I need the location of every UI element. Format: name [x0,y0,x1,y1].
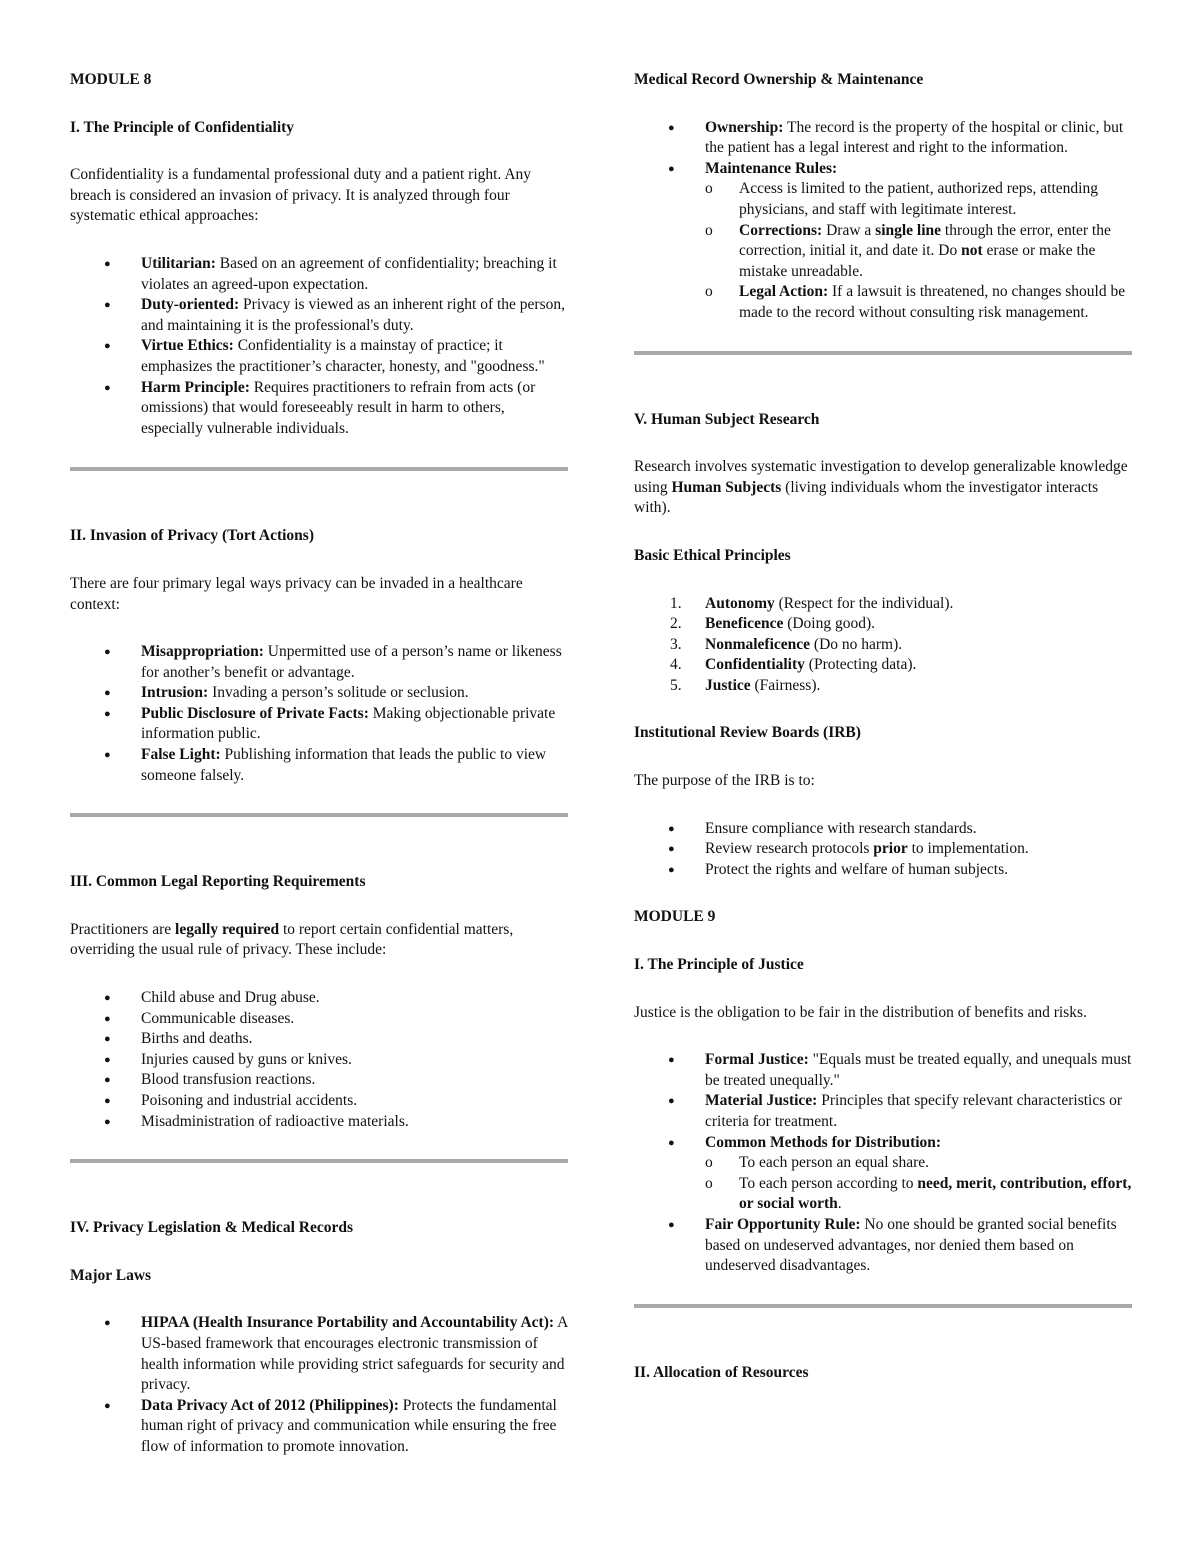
numbered-list [634,594,1132,697]
paragraph: There are four primary legal ways privacy can be invaded in a healthcare context: [70,574,523,613]
item-text: If a lawsuit is threatened, no changes should be made to the record without consulting risk management. [739,283,1126,321]
item-text: A US-based framework that encourages electronic transmission of health information while providing strict safeguards for security and privacy. [141,1314,568,1394]
bold-run: prior [873,840,908,858]
sub-list-item [705,1174,1132,1215]
term: Autonomy [705,594,775,612]
text-run: To each person according to [739,1174,918,1192]
term: Confidentiality [705,656,805,674]
term: Misappropriation: [141,643,264,661]
list-item [634,1050,1132,1091]
term: Virtue Ethics: [141,337,234,355]
section-heading: V. Human Subject Research [634,410,820,428]
item-text: Publishing information that leads the public to view someone falsely. [141,746,547,784]
section-heading: I. The Principle of Justice [634,956,804,974]
list-item: ● Poisoning and industrial accidents. [70,1091,568,1112]
term: Data Privacy Act of 2012 (Philippines): [141,1396,399,1414]
list-number: 3. [670,635,682,653]
sub-list-item [705,221,1132,283]
list-number: 5. [670,676,682,694]
subsection-heading: Basic Ethical Principles [634,546,791,564]
list-item: ● Injuries caused by guns or knives. [70,1050,568,1071]
section-heading: Medical Record Ownership & Maintenance [634,71,924,88]
item-text: Based on an agreement of confidentiality; breaching it violates an agreed-upon expectation. [141,254,557,293]
term: Corrections: [739,221,823,239]
text-run: through the error, enter the correction, initial it, and date it. Do [739,221,1111,260]
section-heading: II. Allocation of Resources [634,1363,809,1381]
list-item [70,254,568,295]
list-item [634,118,1132,159]
list-number: 4. [670,656,682,674]
bullet-list [70,988,568,1132]
bullet-list [634,1215,1132,1277]
bold-run: single line [875,221,942,239]
paragraph: The purpose of the IRB is to: [634,772,815,790]
list-item [70,642,568,683]
list-item [634,159,1132,180]
item-text: Privacy is viewed as an inherent right of the person, and maintaining it is the professional's duty. [141,296,565,334]
bold-run: Human Subjects [671,478,782,496]
text-run: Research involves systematic investigation to develop generalizable knowledge using [634,458,1128,496]
list-item [70,1313,568,1395]
list-item [634,1215,1132,1277]
list-item [70,295,568,336]
sub-list-item: o Access is limited to the patient, authorized reps, attending physicians, and staff with legitimate interest. [705,179,1132,220]
term: Material Justice: [705,1092,818,1110]
term: Utilitarian: [141,254,216,272]
item-text: Unpermitted use of a person’s name or likeness for another’s benefit or advantage. [141,643,562,681]
term: Beneficence [705,615,784,633]
list-item [70,745,568,786]
paragraph: Justice is the obligation to be fair in the distribution of benefits and risks. [634,1003,1087,1021]
term: Fair Opportunity Rule: [705,1215,861,1233]
section-heading: III. Common Legal Reporting Requirements [70,873,366,891]
left-column [70,70,568,1458]
term: Common Methods for Distribution: [705,1133,942,1151]
text-run: to implementation. [907,840,1029,858]
list-item [70,378,568,440]
list-item: ● Communicable diseases. [70,1009,568,1030]
item-text: (Protecting data). [804,656,917,674]
term: Public Disclosure of Private Facts: [141,704,369,722]
list-item: ● Child abuse and Drug abuse. [70,988,568,1009]
item-text: The record is the property of the hospital or clinic, but the patient has a legal interest and right to the information. [705,118,1124,157]
item-text: (Respect for the individual). [774,594,954,612]
term: Duty-oriented: [141,296,240,314]
section-heading: IV. Privacy Legislation & Medical Records [70,1219,353,1237]
sub-list-item: o To each person an equal share. [705,1153,1132,1174]
item-text: Confidentiality is a mainstay of practice; it emphasizes the practitioner’s character, honesty, and "goodness." [141,337,545,375]
list-item [634,614,1132,635]
list-item: ● Protect the rights and welfare of human subjects. [634,860,1132,881]
module-heading: MODULE 9 [634,908,716,926]
term: HIPAA (Health Insurance Portability and Accountability Act): [141,1314,555,1332]
item-text: (Fairness). [750,676,821,694]
list-item [70,1396,568,1458]
paragraph: Confidentiality is a fundamental professional duty and a patient right. Any breach is considered an invasion of privacy. It is analyzed through four systematic ethical approaches: [70,166,532,225]
bullet-list [634,1050,1132,1153]
section-heading: I. The Principle of Confidentiality [70,118,295,136]
text-run: . [837,1195,842,1213]
sub-list [705,1153,1132,1215]
list-item: ● Births and deaths. [70,1029,568,1050]
bullet-list [70,642,568,786]
list-item [634,1133,1132,1154]
list-item [70,683,568,704]
term: Justice [705,676,751,694]
text-run: Review research protocols [705,840,874,858]
list-item [634,1091,1132,1132]
item-text: (Doing good). [783,615,876,633]
list-item [634,655,1132,676]
list-item: ● Blood transfusion reactions. [70,1070,568,1091]
bullet-list [634,118,1132,180]
item-text: Principles that specify relevant characteristics or criteria for treatment. [705,1092,1123,1130]
item-text: Invading a person’s solitude or seclusion. [208,684,469,702]
list-item [634,839,1132,860]
paragraph [634,457,1132,519]
list-item [70,336,568,377]
term: Intrusion: [141,684,209,702]
bullet-list [634,819,1132,881]
bullet-list [70,254,568,439]
list-item [634,676,1132,697]
term: Nonmaleficence [705,635,811,653]
paragraph [70,920,568,961]
subsection-heading: Major Laws [70,1266,152,1284]
term: Harm Principle: [141,378,250,396]
text-run: (living individuals whom the investigator interacts with). [634,478,1099,517]
text-run: Draw a [822,221,876,239]
list-item: ● Misadministration of radioactive materials. [70,1112,568,1133]
bold-run: legally required [175,920,280,938]
item-text: (Do no harm). [810,635,903,653]
list-item [70,704,568,745]
bold-run: not [961,242,983,260]
term: Formal Justice: [705,1051,809,1069]
term: Maintenance Rules: [705,159,838,177]
term: Legal Action: [739,283,829,301]
sub-list-item [705,282,1132,323]
term: False Light: [141,746,221,764]
bullet-list [70,1313,568,1457]
item-text: "Equals must be treated equally, and unequals must be treated unequally." [705,1051,1132,1089]
item-text: Requires practitioners to refrain from acts (or omissions) that would foreseeably result in harm to others, especially vulnerable individuals. [141,378,536,437]
sub-list [705,179,1132,323]
section-heading: II. Invasion of Privacy (Tort Actions) [70,527,314,545]
list-number: 2. [670,615,682,633]
list-number: 1. [670,594,682,612]
module-heading: MODULE 8 [70,71,152,88]
term: Ownership: [705,118,784,136]
text-run: erase or make the mistake unreadable. [739,242,1096,280]
subsection-heading: Institutional Review Boards (IRB) [634,724,861,742]
list-item [634,594,1132,615]
bold-run: need, merit, contribution, effort, or social worth [739,1174,1132,1213]
list-item [634,635,1132,656]
item-text: Protects the fundamental human right of privacy and communication while ensuring the free flow of information to promote innovation. [141,1396,557,1455]
text-run: to report certain confidential matters, overriding the usual rule of privacy. These include: [70,920,514,959]
text-run: Practitioners are [70,920,176,938]
item-text: No one should be granted social benefits based on undeserved advantages, nor denied them based on undeserved disadvantages. [705,1215,1117,1275]
list-item: ● Ensure compliance with research standards. [634,819,1132,840]
right-column [634,70,1132,1383]
item-text: Making objectionable private information public. [141,704,556,743]
